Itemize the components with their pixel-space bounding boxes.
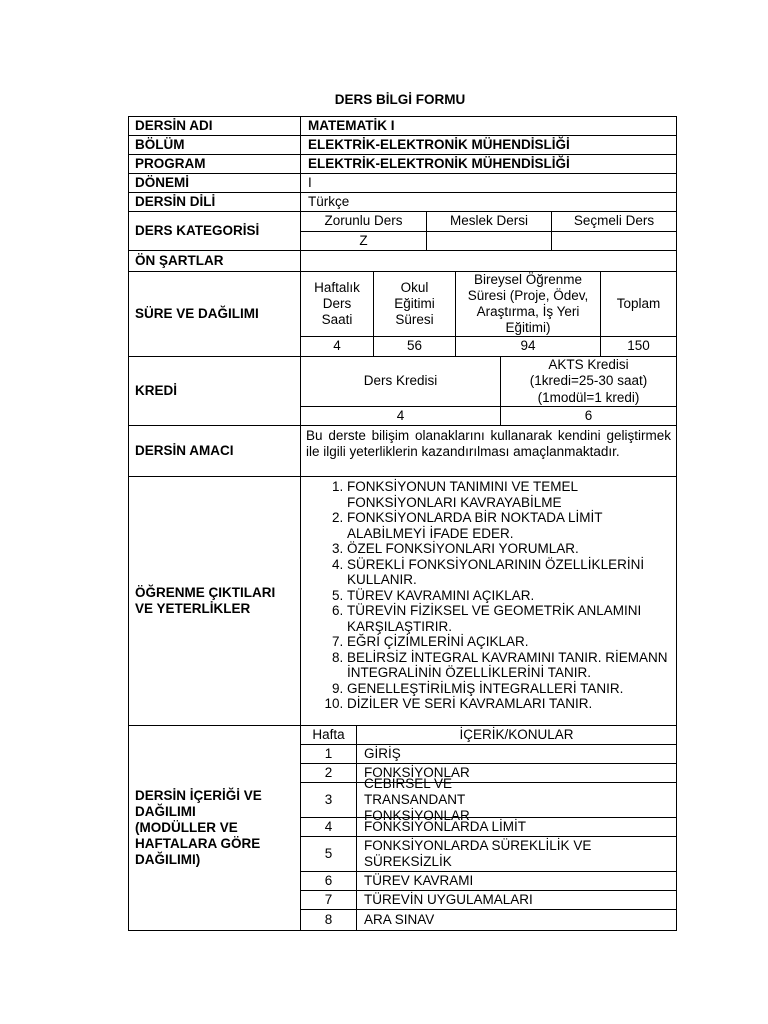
form-title: DERS BİLGİ FORMU — [334, 92, 466, 107]
course-aim-cell — [300, 425, 677, 477]
list-item: 6. TÜREVİN FİZİKSEL VE GEOMETRİK ANLAMINI KARŞILAŞTIRIR. — [347, 603, 676, 634]
week-topic: FONKSİYONLARDA LİMİT — [356, 817, 677, 837]
label-learning-outcomes-line1: ÖĞRENME ÇIKTILARI — [135, 584, 276, 600]
duration-value-individual: 94 — [455, 336, 601, 357]
category-header-elective: Seçmeli Ders — [551, 211, 677, 232]
content-header-week: Hafta — [300, 725, 357, 745]
label-language: DERSİN DİLİ — [128, 192, 301, 212]
category-value-compulsory: Z — [300, 231, 427, 251]
week-number: 5 — [300, 836, 357, 872]
list-item: 7. EĞRİ ÇİZİMLERİNİ AÇIKLAR. — [347, 634, 676, 650]
week-topic: GİRİŞ — [356, 744, 677, 764]
value-semester: I — [300, 173, 677, 193]
week-topic: CEBİRSEL VE TRANSANDANT FONKSİYONLAR — [356, 782, 677, 818]
value-department: ELEKTRİK-ELEKTRONİK MÜHENDİSLİĞİ — [300, 135, 677, 155]
value-course-name: MATEMATİK I — [300, 116, 677, 136]
week-number: 2 — [300, 763, 357, 783]
label-course-name: DERSİN ADI — [128, 116, 301, 136]
duration-value-total: 150 — [600, 336, 677, 357]
duration-header-individual: Bireysel Öğrenme Süresi (Proje, Ödev, Araştırma, İş Yeri Eğitimi) — [455, 271, 601, 337]
list-item: 8. BELİRSİZ İNTEGRAL KAVRAMINI TANIR. RİEMANN İNTEGRALİNİN ÖZELLİKLERİNİ TANIR. — [347, 650, 676, 681]
duration-header-school: Okul Eğitimi Süresi — [373, 271, 456, 337]
list-item: 10. DİZİLER VE SERİ KAVRAMLARI TANIR. — [347, 696, 676, 712]
week-topic: TÜREV KAVRAMI — [356, 871, 677, 891]
label-program: PROGRAM — [128, 154, 301, 174]
label-learning-outcomes-line2: VE YETERLİKLER — [135, 601, 251, 616]
content-header-topics: İÇERİK/KONULAR — [356, 725, 677, 745]
value-prerequisites — [300, 250, 677, 272]
label-department: BÖLÜM — [128, 135, 301, 155]
week-number: 7 — [300, 890, 357, 910]
value-course-aim: Bu derste bilişim olanaklarını kullanarak kendini geliştirmek ile ilgili yeterliklerin kazandırılması amaçlanmaktadır. — [306, 428, 671, 459]
duration-value-school: 56 — [373, 336, 456, 357]
course-info-table — [128, 116, 677, 931]
week-number: 8 — [300, 909, 357, 931]
category-value-elective — [551, 231, 677, 251]
credit-header-course: Ders Kredisi — [300, 356, 501, 407]
value-language: Türkçe — [300, 192, 677, 212]
duration-header-weekly: Haftalık Ders Saati — [300, 271, 374, 337]
week-number: 3 — [300, 782, 357, 818]
category-header-compulsory: Zorunlu Ders — [300, 211, 427, 232]
duration-header-total: Toplam — [600, 271, 677, 337]
label-category: DERS KATEGORİSİ — [128, 211, 301, 251]
value-program: ELEKTRİK-ELEKTRONİK MÜHENDİSLİĞİ — [300, 154, 677, 174]
category-value-vocational — [426, 231, 552, 251]
duration-value-weekly: 4 — [300, 336, 374, 357]
week-number: 1 — [300, 744, 357, 764]
label-course-aim: DERSİN AMACI — [128, 425, 301, 477]
category-header-vocational: Meslek Dersi — [426, 211, 552, 232]
learning-outcomes-list — [301, 479, 676, 712]
label-learning-outcomes — [128, 476, 301, 726]
list-item: 2. FONKSİYONLARDA BİR NOKTADA LİMİT ALABİLMEYİ İFADE EDER. — [347, 510, 676, 541]
label-course-content: DERSİN İÇERİĞİ VE DAĞILIMI (MODÜLLER VE HAFTALARA GÖRE DAĞILIMI) — [128, 725, 301, 931]
list-item: 3. ÖZEL FONKSİYONLARI YORUMLAR. — [347, 541, 676, 557]
week-number: 6 — [300, 871, 357, 891]
week-number: 4 — [300, 817, 357, 837]
week-topic: FONKSİYONLARDA SÜREKLİLİK VE SÜREKSİZLİK — [356, 836, 677, 872]
list-item: 9. GENELLEŞTİRİLMİŞ İNTEGRALLERİ TANIR. — [347, 681, 676, 697]
list-item: 4. SÜREKLİ FONKSİYONLARININ ÖZELLİKLERİNİ KULLANIR. — [347, 557, 676, 588]
label-credit: KREDİ — [128, 356, 301, 426]
credit-value-course: 4 — [300, 406, 501, 426]
learning-outcomes-cell — [300, 476, 677, 726]
week-topic: FONKSİYONLAR — [356, 763, 677, 783]
list-item: 5. TÜREV KAVRAMINI AÇIKLAR. — [347, 588, 676, 604]
credit-value-ects: 6 — [500, 406, 677, 426]
label-duration: SÜRE VE DAĞILIMI — [128, 271, 301, 357]
week-topic: TÜREVİN UYGULAMALARI — [356, 890, 677, 910]
week-topic: ARA SINAV — [356, 909, 677, 931]
label-prerequisites: ÖN ŞARTLAR — [128, 250, 301, 272]
credit-header-ects: AKTS Kredisi (1kredi=25-30 saat) (1modül=1 kredi) — [500, 356, 677, 407]
list-item: 1. FONKSİYONUN TANIMINI VE TEMEL FONKSİYONLARI KAVRAYABİLME — [347, 479, 676, 510]
label-semester: DÖNEMİ — [128, 173, 301, 193]
